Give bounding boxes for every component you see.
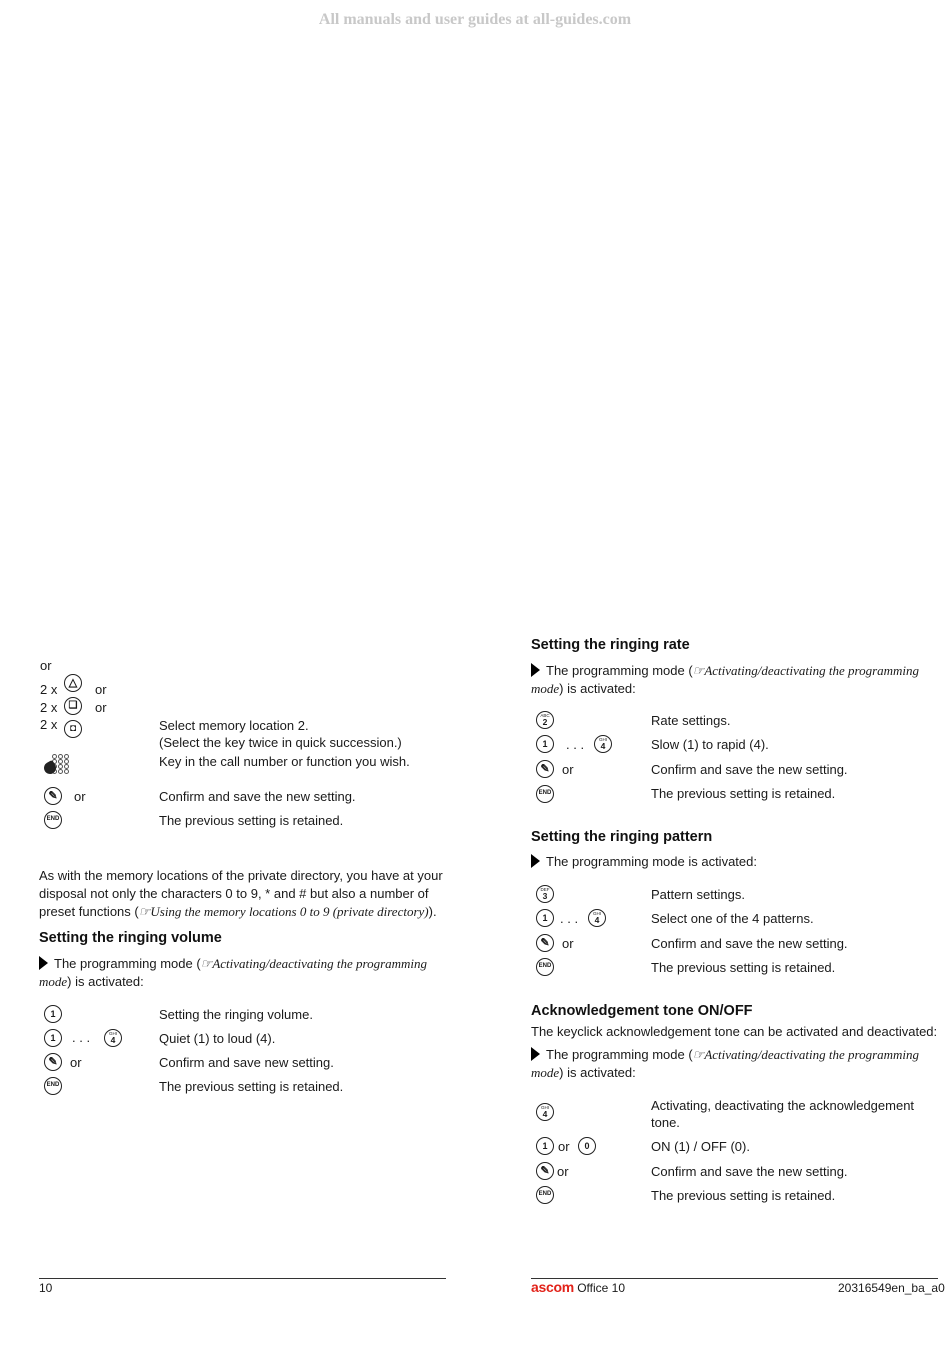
step-desc: Setting the ringing volume. bbox=[159, 1007, 313, 1022]
confirm-key-icon: ✎ bbox=[44, 787, 62, 805]
section-intro: The programming mode is activated: bbox=[531, 853, 931, 871]
scroll-key-icon: ◘ bbox=[64, 720, 82, 738]
menu-key-icon: ❏ bbox=[64, 697, 82, 715]
step-desc: (Select the key twice in quick succession.) bbox=[159, 735, 402, 750]
cross-reference-link[interactable]: ☞Activating/deactivating the programming mode bbox=[531, 663, 920, 696]
section-title-volume: Setting the ringing volume bbox=[39, 930, 222, 946]
step-desc: The previous setting is retained. bbox=[651, 1188, 836, 1203]
step-desc: Slow (1) to rapid (4). bbox=[651, 737, 769, 752]
cross-reference-link[interactable]: ☞Activating/deactivating the programming mode bbox=[531, 1047, 920, 1080]
bullet-arrow-icon bbox=[531, 1047, 540, 1061]
end-key-icon: END bbox=[536, 785, 554, 803]
or-label: or bbox=[40, 658, 52, 673]
cross-reference-link[interactable]: ☞Activating/deactivating the programming mode bbox=[39, 956, 428, 989]
key-2-icon: ABC 2 bbox=[536, 711, 554, 729]
key-1-icon: 1 bbox=[536, 735, 554, 753]
step-desc: Select one of the 4 patterns. bbox=[651, 911, 814, 926]
key-4-icon: GHI 4 bbox=[588, 909, 606, 927]
step-desc: The previous setting is retained. bbox=[159, 1079, 344, 1094]
key-1-icon: 1 bbox=[44, 1029, 62, 1047]
nav-row-prefix: 2 x bbox=[40, 717, 58, 732]
bullet-arrow-icon bbox=[531, 854, 540, 868]
paragraph: As with the memory locations of the private directory, you have at your disposal not only the characters 0 to 9, * and # but also a number of preset functions (☞Using the memory locations 0 to 9 (private directory)). bbox=[39, 868, 443, 919]
or-label: or bbox=[557, 1164, 569, 1179]
nav-row-prefix: 2 x bbox=[40, 700, 58, 715]
section-title-ack: Acknowledgement tone ON/OFF bbox=[531, 1003, 753, 1019]
key-1-icon: 1 bbox=[536, 909, 554, 927]
key-0-icon: 0 bbox=[578, 1137, 596, 1155]
ascom-logo: ascom bbox=[531, 1279, 574, 1295]
nav-row-prefix: 2 x bbox=[40, 682, 58, 697]
step-desc: Confirm and save the new setting. bbox=[159, 789, 356, 804]
section-title-pattern: Setting the ringing pattern bbox=[531, 829, 713, 845]
confirm-key-icon: ✎ bbox=[536, 934, 554, 952]
end-key-icon: END bbox=[536, 1186, 554, 1204]
step-desc: Rate settings. bbox=[651, 713, 731, 728]
range-dots: . . . bbox=[566, 737, 585, 752]
step-desc: Confirm and save the new setting. bbox=[651, 762, 848, 777]
bullet-arrow-icon bbox=[39, 956, 48, 970]
keypad-icon bbox=[44, 754, 74, 776]
step-desc: ON (1) / OFF (0). bbox=[651, 1139, 750, 1154]
key-1-icon: 1 bbox=[536, 1137, 554, 1155]
or-label: or bbox=[562, 762, 574, 777]
up-arrow-key-icon: △ bbox=[64, 674, 82, 692]
range-dots: . . . bbox=[560, 911, 579, 926]
cross-reference-link[interactable]: ☞Using the memory locations 0 to 9 (private directory) bbox=[138, 904, 429, 919]
step-desc: The previous setting is retained. bbox=[651, 786, 836, 801]
section-subtitle: The keyclick acknowledgement tone can be activated and deactivated: bbox=[531, 1024, 938, 1039]
step-desc: Activating, deactivating the acknowledgement tone. bbox=[651, 1098, 915, 1130]
nav-row-suffix: or bbox=[95, 700, 107, 715]
end-key-icon: END bbox=[536, 958, 554, 976]
or-label: or bbox=[562, 936, 574, 951]
step-desc: Select memory location 2. bbox=[159, 718, 309, 733]
section-intro: The programming mode (☞Activating/deactivating the programming mode) is activated: bbox=[39, 956, 428, 989]
section-intro: The programming mode (☞Activating/deactivating the programming mode) is activated: bbox=[531, 1047, 920, 1080]
bullet-arrow-icon bbox=[531, 663, 540, 677]
or-label: or bbox=[558, 1139, 570, 1154]
step-desc: Confirm and save the new setting. bbox=[651, 936, 848, 951]
footer-brand bbox=[531, 1279, 625, 1295]
step-desc: Pattern settings. bbox=[651, 887, 745, 902]
key-4-icon: GHI 4 bbox=[594, 735, 612, 753]
section-intro: The programming mode (☞Activating/deactivating the programming mode) is activated: bbox=[531, 663, 920, 696]
nav-row-suffix: or bbox=[95, 682, 107, 697]
end-key-icon: END bbox=[44, 1077, 62, 1095]
confirm-key-icon: ✎ bbox=[44, 1053, 62, 1071]
step-desc: Key in the call number or function you wish. bbox=[159, 754, 410, 769]
confirm-key-icon: ✎ bbox=[536, 760, 554, 778]
or-label: or bbox=[74, 789, 86, 804]
section-title-rate: Setting the ringing rate bbox=[531, 637, 690, 653]
step-desc: The previous setting is retained. bbox=[159, 813, 344, 828]
or-label: or bbox=[70, 1055, 82, 1070]
key-4-icon: GHI 4 bbox=[536, 1103, 554, 1121]
step-desc: Quiet (1) to loud (4). bbox=[159, 1031, 276, 1046]
page-number: 10 bbox=[39, 1281, 53, 1295]
key-4-icon: GHI 4 bbox=[104, 1029, 122, 1047]
key-3-icon: DEF 3 bbox=[536, 885, 554, 903]
end-key-icon: END bbox=[44, 811, 62, 829]
step-desc: Confirm and save new setting. bbox=[159, 1055, 334, 1070]
key-1-icon: 1 bbox=[44, 1005, 62, 1023]
document-id: 20316549en_ba_a0 bbox=[838, 1281, 945, 1295]
step-desc: The previous setting is retained. bbox=[651, 960, 836, 975]
watermark: All manuals and user guides at all-guides.com bbox=[318, 11, 632, 28]
step-desc: Confirm and save the new setting. bbox=[651, 1164, 848, 1179]
range-dots: . . . bbox=[72, 1030, 91, 1045]
product-name: Office 10 bbox=[577, 1281, 626, 1295]
footer-rule-left bbox=[39, 1278, 446, 1279]
confirm-key-icon: ✎ bbox=[536, 1162, 554, 1180]
